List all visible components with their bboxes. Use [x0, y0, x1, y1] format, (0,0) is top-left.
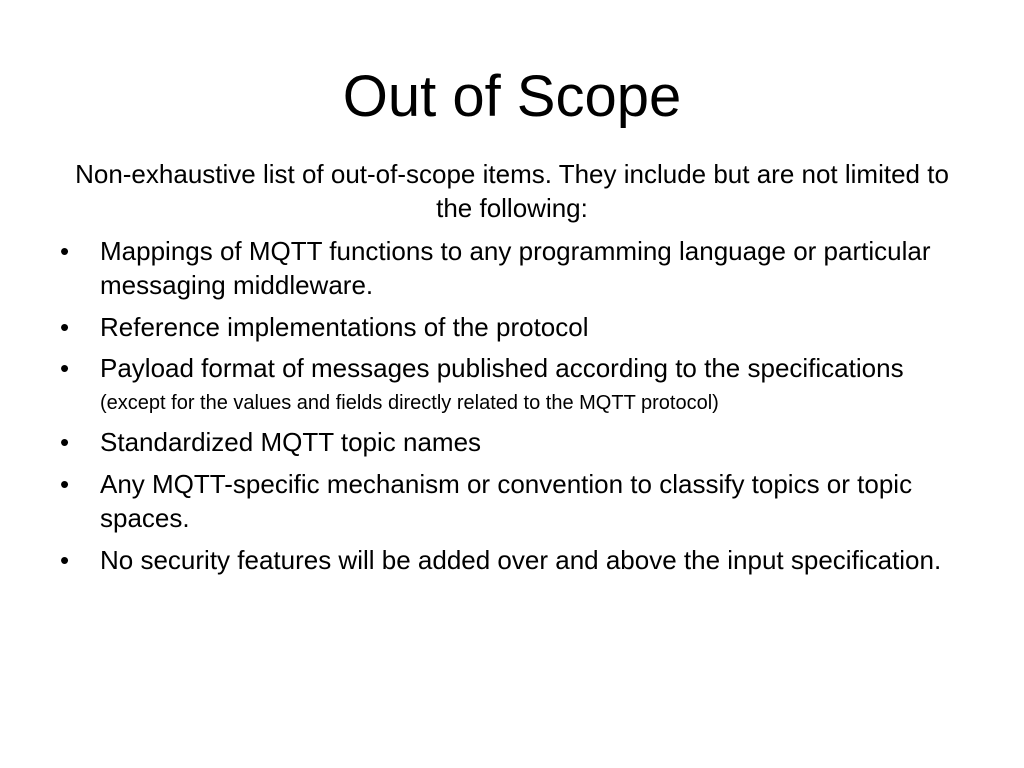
bullet-text: Any MQTT-specific mechanism or convention to classify topics or topic spaces. [100, 469, 913, 533]
intro-text: Non-exhaustive list of out-of-scope items. They include but are not limited to the following: [75, 159, 949, 223]
bullet-icon: • [60, 469, 70, 499]
bullet-text: Reference implementations of the protocol [100, 312, 589, 342]
bullet-list [56, 234, 956, 585]
bullet-item-topic-names [56, 425, 956, 459]
bullet-icon: • [60, 353, 70, 383]
bullet-icon: • [60, 312, 70, 342]
bullet-icon: • [60, 427, 70, 457]
bullet-icon: • [60, 545, 70, 575]
bullet-text: Mappings of MQTT functions to any programming language or particular messaging middleware. [100, 236, 931, 300]
bullet-text: No security features will be added over and above the input specification. [100, 545, 942, 575]
bullet-text: Standardized MQTT topic names [100, 427, 482, 457]
bullet-note: (except for the values and fields directly related to the MQTT protocol) [100, 392, 719, 414]
bullet-text: Payload format of messages published according to the specifications [100, 353, 904, 383]
bullet-icon: • [60, 236, 70, 266]
bullet-item-payload-format [56, 352, 956, 417]
bullet-item-mappings [56, 234, 956, 302]
slide-title: Out of Scope [342, 64, 682, 129]
bullet-item-reference-implementations [56, 310, 956, 344]
bullet-item-classification-mechanism [56, 467, 956, 535]
bullet-item-security-features [56, 543, 956, 577]
